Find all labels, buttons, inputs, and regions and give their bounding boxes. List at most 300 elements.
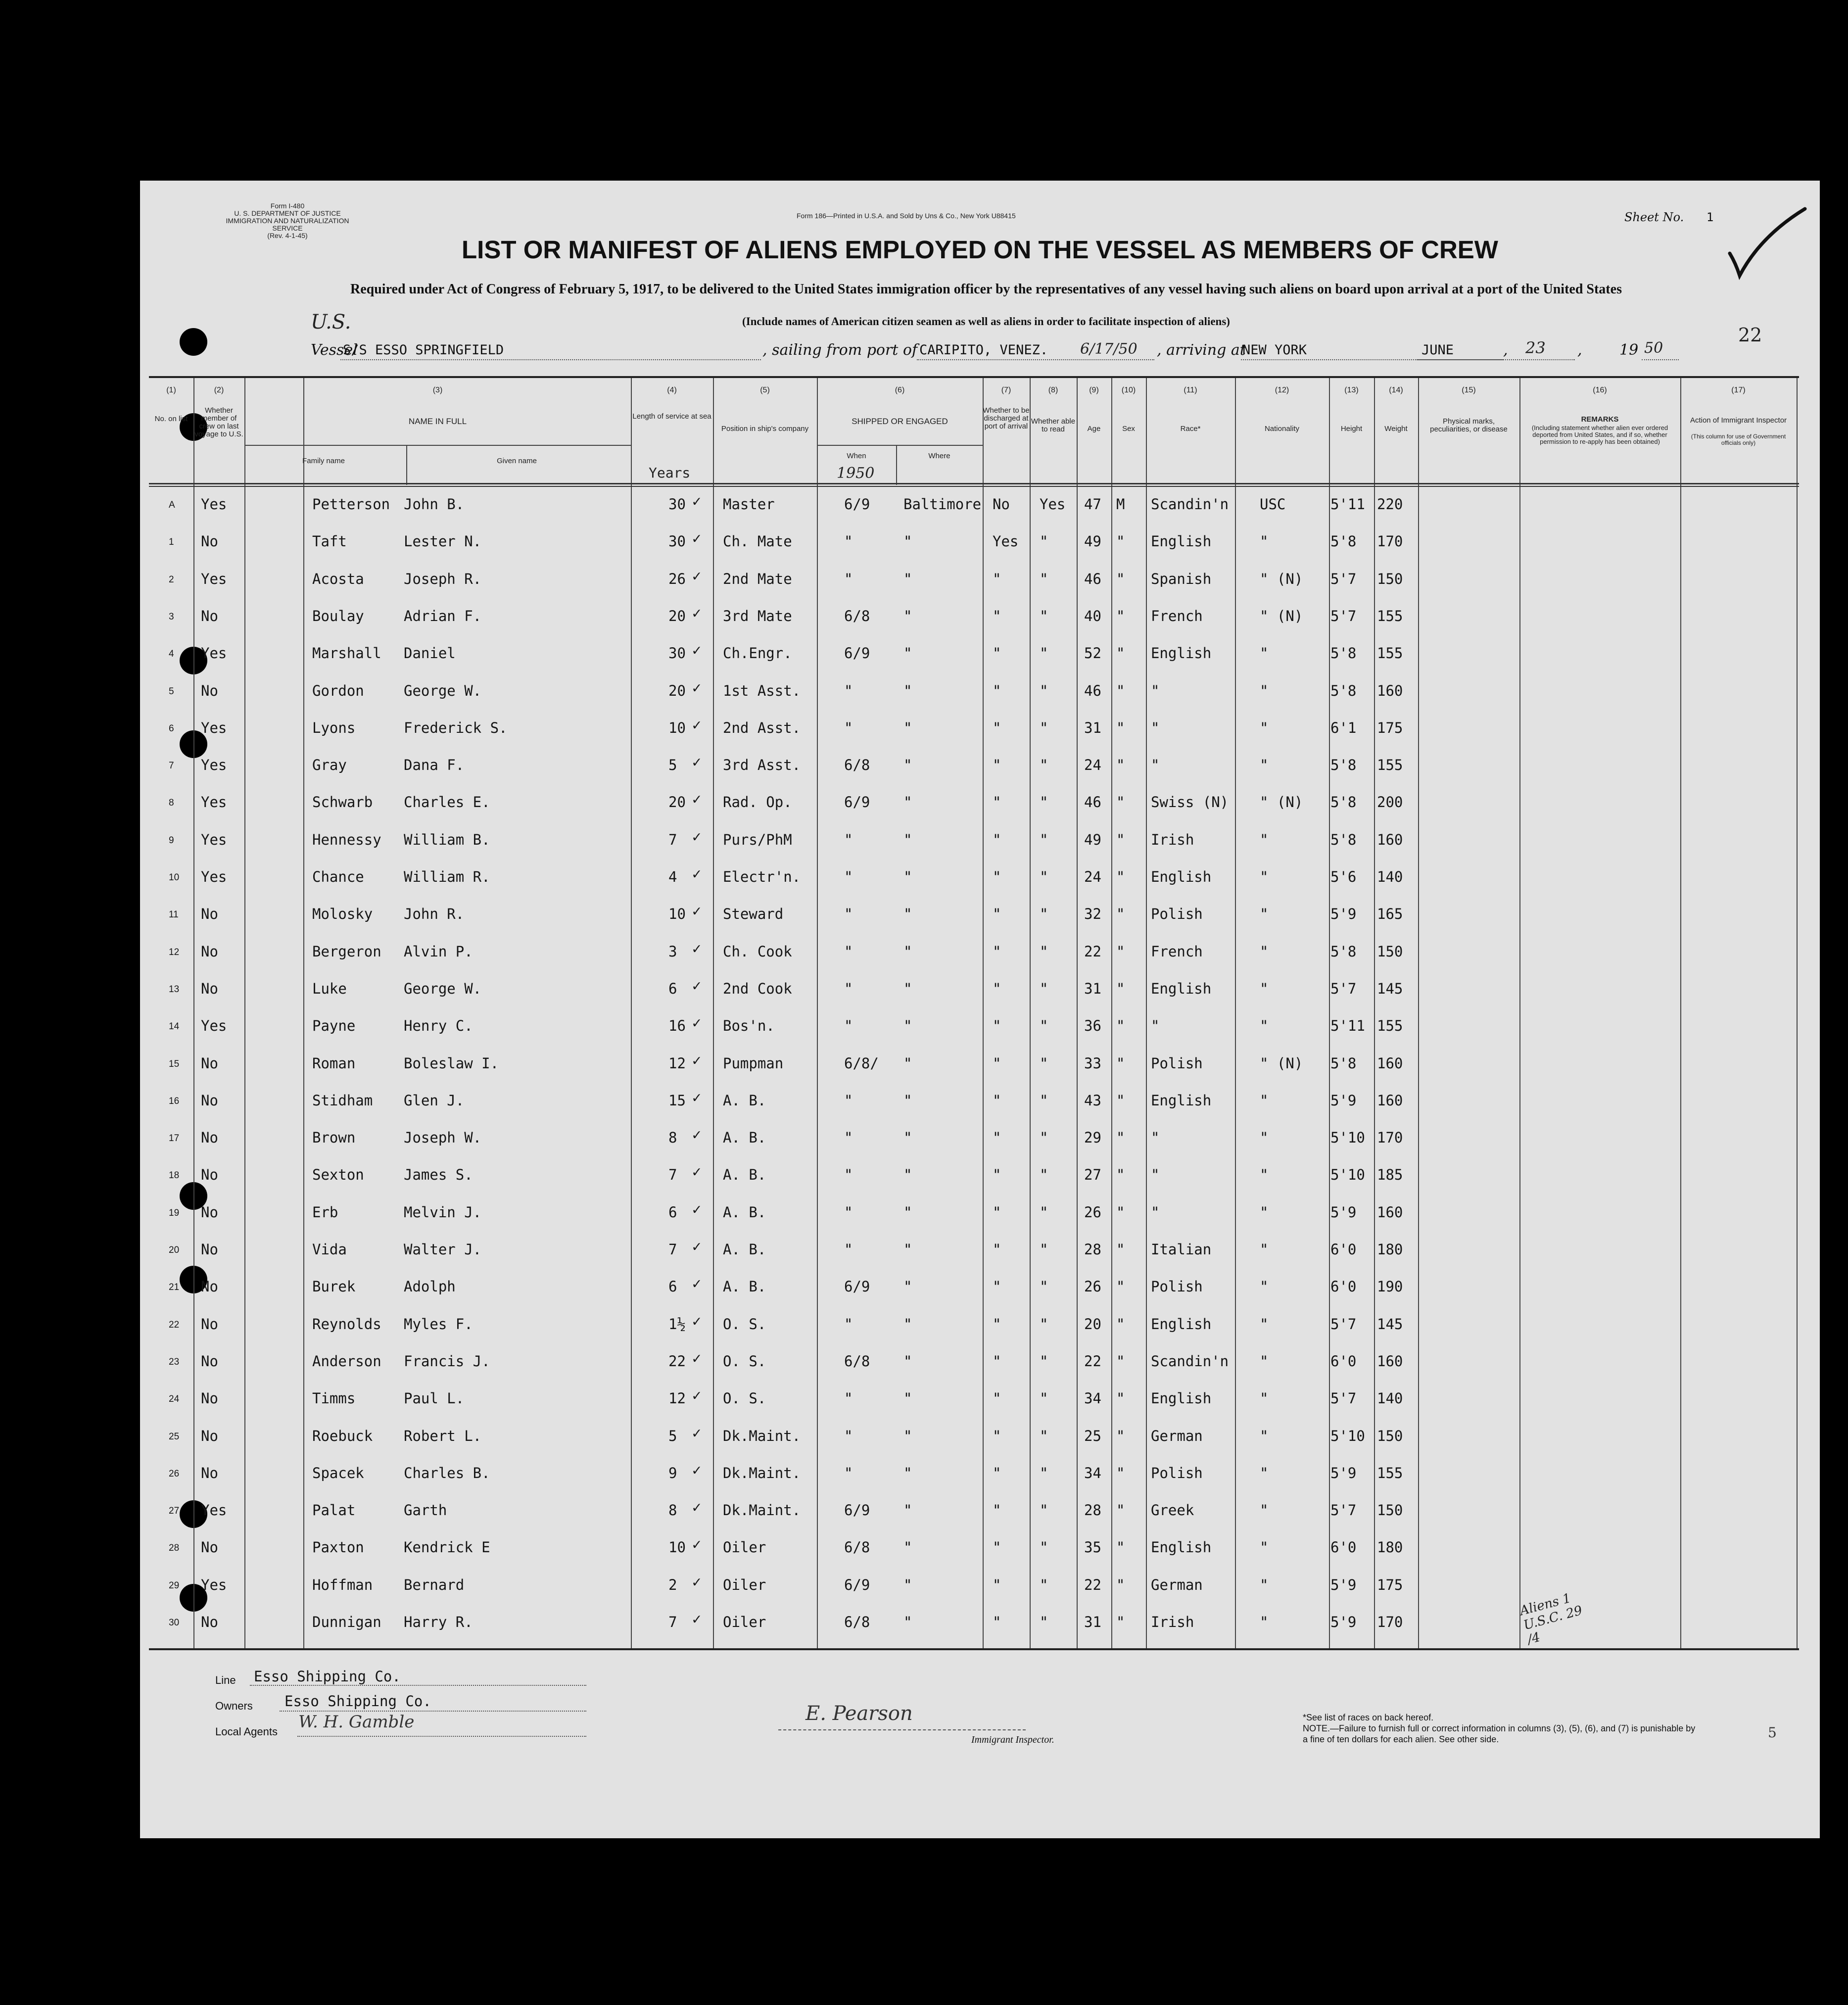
cell-age: 29 [1084,1129,1101,1146]
cell-position: Oiler [723,1576,766,1593]
cell-given: Myles F. [404,1315,473,1333]
cell-no: 15 [169,1058,180,1069]
cell-read: " [1040,719,1048,736]
cell-when: 6/8 [844,607,870,624]
table-row [149,1461,1799,1483]
col-header-3: (3) NAME IN FULL Family name Given name [302,386,537,465]
cell-no: 30 [169,1618,180,1628]
cell-years: 10 [668,906,686,923]
cell-family: Stidham [312,1092,373,1109]
cell-prev: No [201,943,218,960]
owners: Esso Shipping Co. [284,1693,431,1710]
check-mark-icon: ✓ [692,791,702,809]
cell-weight: 155 [1377,1464,1403,1481]
cell-read: " [1040,1241,1048,1258]
cell-weight: 200 [1377,794,1403,811]
cell-family: Luke [312,980,347,997]
cell-discharged: " [993,906,1001,923]
cell-race: English [1151,868,1212,885]
cell-sex: " [1116,1576,1125,1593]
cell-no: 6 [169,723,174,734]
cell-prev: Yes [201,719,227,736]
cell-sex: " [1116,1315,1125,1333]
cell-when: " [844,533,853,550]
cell-where: Baltimore [903,496,982,513]
cell-height: 6'0 [1330,1278,1357,1295]
cell-prev: Yes [201,570,227,587]
cell-race: French [1151,943,1203,960]
cell-discharged: " [993,719,1001,736]
cell-prev: No [201,1241,218,1258]
cell-when: 6/9 [844,1576,870,1593]
cell-when: " [844,1427,853,1444]
cell-age: 46 [1084,682,1101,699]
cell-discharged: " [993,1539,1001,1556]
cell-no: A [169,500,175,510]
cell-sex: " [1116,943,1125,960]
cell-where: " [903,1502,912,1519]
cell-race: Scandin'n [1151,1352,1229,1370]
cell-sex: " [1116,868,1125,885]
cell-discharged: " [993,1278,1001,1295]
check-mark-icon: ✓ [692,679,702,697]
cell-read: " [1040,1539,1048,1556]
cell-prev: No [201,1203,218,1221]
cell-discharged: " [993,980,1001,997]
cell-height: 5'8 [1330,645,1357,662]
cell-age: 35 [1084,1539,1101,1556]
cell-height: 5'7 [1330,1502,1357,1519]
cell-discharged: " [993,1203,1001,1221]
cell-sex: " [1116,1464,1125,1481]
arrival-port: NEW YORK [1242,342,1307,358]
cell-prev: No [201,980,218,997]
cell-sex: " [1116,719,1125,736]
cell-read: " [1040,1315,1048,1333]
cell-sex: " [1116,980,1125,997]
printer-line: Form 186—Printed in U.S.A. and Sold by Uns & Co., New York U88415 [797,212,1016,220]
table-row [149,1126,1799,1148]
cell-age: 24 [1084,757,1101,774]
cell-nat: " [1260,1427,1269,1444]
check-mark-icon: ✓ [692,865,702,883]
cell-when: " [844,570,853,587]
cell-years: 6 [668,1278,677,1295]
cell-given: Glen J. [404,1092,465,1109]
cell-where: " [903,1576,912,1593]
cell-years: 20 [668,607,686,624]
cell-discharged: " [993,1241,1001,1258]
cell-when: " [844,1464,853,1481]
cell-discharged: " [993,1502,1001,1519]
cell-read: " [1040,1092,1048,1109]
cell-discharged: " [993,868,1001,885]
cell-sex: M [1116,496,1125,513]
cell-where: " [903,1352,912,1370]
cell-position: Dk.Maint. [723,1502,801,1519]
cell-when: 6/8 [844,1352,870,1370]
cell-where: " [903,794,912,811]
table-row [149,493,1799,515]
cell-family: Gray [312,757,347,774]
page-number: 22 [1738,324,1762,346]
cell-given: Bernard [404,1576,465,1593]
cell-read: " [1040,1464,1048,1481]
cell-race: " [1151,1203,1160,1221]
cell-discharged: " [993,1614,1001,1630]
cell-when: " [844,1315,853,1333]
cell-discharged: " [993,645,1001,662]
cell-sex: " [1116,1427,1125,1444]
cell-no: 29 [169,1580,180,1591]
cell-weight: 170 [1377,1614,1403,1630]
cell-sex: " [1116,645,1125,662]
cell-when: " [844,906,853,923]
cell-nat: " [1260,831,1269,848]
check-mark-icon: ✓ [692,754,702,771]
cell-read: " [1040,831,1048,848]
col-header-13: (13) Height [1340,386,1363,433]
cell-years: 7 [668,1166,677,1184]
table-row [149,1014,1799,1036]
cell-read: " [1040,1166,1048,1184]
cell-weight: 145 [1377,980,1403,997]
cell-position: Ch.Engr. [723,645,792,662]
agent-signature: W. H. Gamble [298,1712,415,1732]
check-mark-icon: ✓ [692,1126,702,1144]
cell-weight: 190 [1377,1278,1403,1295]
cell-given: Adrian F. [404,607,482,624]
cell-age: 33 [1084,1054,1101,1072]
cell-family: Lyons [312,719,356,736]
cell-discharged: " [993,607,1001,624]
cell-when: " [844,943,853,960]
cell-sex: " [1116,794,1125,811]
cell-position: Master [723,496,775,513]
cell-family: Sexton [312,1166,364,1184]
cell-family: Roebuck [312,1427,373,1444]
table-row [149,1536,1799,1558]
cell-read: Yes [1040,496,1066,513]
cell-no: 21 [169,1282,180,1293]
table-row [149,679,1799,701]
cell-nat: " [1260,1203,1269,1221]
cell-nat: " [1260,757,1269,774]
cell-read: " [1040,906,1048,923]
cell-weight: 175 [1377,1576,1403,1593]
cell-no: 16 [169,1096,180,1106]
table-row [149,1424,1799,1446]
years-unit: Years [649,465,691,481]
cell-given: Boleslaw I. [404,1054,499,1072]
cell-age: 28 [1084,1502,1101,1519]
cell-age: 46 [1084,570,1101,587]
cell-when: " [844,682,853,699]
cell-sex: " [1116,1203,1125,1221]
cell-years: 30 [668,496,686,513]
manifest-sheet [140,181,1820,1838]
col-header-7: (7) Whether to be discharged at port of arrival [983,386,1030,430]
cell-race: Irish [1151,1614,1194,1630]
cell-weight: 220 [1377,496,1403,513]
table-row [149,1349,1799,1372]
table-row [149,828,1799,850]
cell-sex: " [1116,831,1125,848]
voyage-line: U.S. Vessel S/S ESSO SPRINGFIELD , sailing from port of CARIPITO, VENEZ. 6/17/50 , arriving at NEW YORK , JUNE 23 , 19 50 [140,341,1820,364]
cell-sex: " [1116,1539,1125,1556]
remarks-note: Aliens 1 U.S.C. 29 /4 [1518,1590,1584,1648]
cell-position: 2nd Cook [723,980,792,997]
cell-when: 6/8/ [844,1054,879,1072]
table-row [149,1200,1799,1223]
cell-race: French [1151,607,1203,624]
cell-weight: 160 [1377,1092,1403,1109]
cell-years: 12 [668,1054,686,1072]
check-mark-icon: ✓ [692,1200,702,1218]
cell-given: Joseph R. [404,570,482,587]
cell-read: " [1040,645,1048,662]
cell-years: 8 [668,1502,677,1519]
cell-where: " [903,607,912,624]
cell-discharged: " [993,1129,1001,1146]
cell-position: Electr'n. [723,868,801,885]
table-row [149,1275,1799,1297]
table-row [149,530,1799,552]
cell-no: 5 [169,686,174,697]
cell-family: Anderson [312,1352,381,1370]
cell-weight: 150 [1377,1502,1403,1519]
cell-position: Steward [723,906,784,923]
cell-race: " [1151,682,1160,699]
cell-discharged: No [993,496,1010,513]
cell-height: 5'8 [1330,943,1357,960]
cell-position: A. B. [723,1203,766,1221]
cell-age: 36 [1084,1017,1101,1035]
cell-height: 5'7 [1330,980,1357,997]
col-header-11: (11) Race* [1180,386,1201,433]
table-row [149,1163,1799,1185]
cell-age: 26 [1084,1203,1101,1221]
cell-race: English [1151,645,1212,662]
cell-nat: " (N) [1260,794,1303,811]
cell-discharged: " [993,794,1001,811]
cell-position: 3rd Asst. [723,757,801,774]
cell-sex: " [1116,1278,1125,1295]
cell-given: Francis J. [404,1352,490,1370]
cell-prev: No [201,1539,218,1556]
cell-given: Adolph [404,1278,456,1295]
check-mark-icon: ✓ [692,1611,702,1628]
col-header-16: (16) REMARKS (Including statement whether alien ever ordered deported from United States, and if so, whether permission to re-apply has been obtained) [1531,386,1668,445]
cell-where: " [903,1315,912,1333]
cell-when: " [844,1017,853,1035]
cell-weight: 155 [1377,1017,1403,1035]
cell-prev: Yes [201,868,227,885]
col-header-1: (1) No. on list [154,386,188,423]
cell-read: " [1040,1576,1048,1593]
cell-discharged: " [993,1315,1001,1333]
cell-when: 6/9 [844,645,870,662]
cell-height: 5'11 [1330,1017,1365,1035]
cell-years: 10 [668,1539,686,1556]
cell-age: 20 [1084,1315,1101,1333]
cell-sex: " [1116,1017,1125,1035]
table-row [149,1573,1799,1595]
departure-date: 6/17/50 [1080,340,1137,358]
col-header-5: (5) Position in ship's company [721,386,809,433]
cell-race: Irish [1151,831,1194,848]
cell-age: 31 [1084,719,1101,736]
cell-prev: Yes [201,757,227,774]
cell-prev: No [201,1390,218,1407]
cell-years: 5 [668,757,677,774]
cell-prev: No [201,1166,218,1184]
cell-nat: " [1260,1352,1269,1370]
cell-when: 6/8 [844,757,870,774]
cell-position: Ch. Mate [723,533,792,550]
cell-weight: 145 [1377,1315,1403,1333]
cell-age: 40 [1084,607,1101,624]
cell-no: 4 [169,649,174,660]
cell-race: Polish [1151,1054,1203,1072]
cell-race: German [1151,1427,1203,1444]
cell-sex: " [1116,757,1125,774]
cell-weight: 160 [1377,1203,1403,1221]
col-header-8: (8) Whether able to read [1031,386,1076,433]
cell-height: 5'7 [1330,607,1357,624]
cell-nat: " (N) [1260,570,1303,587]
cell-sex: " [1116,1092,1125,1109]
cell-prev: Yes [201,794,227,811]
cell-age: 28 [1084,1241,1101,1258]
cell-nat: " [1260,719,1269,736]
cell-height: 6'0 [1330,1539,1357,1556]
cell-position: A. B. [723,1241,766,1258]
cell-nat: " [1260,645,1269,662]
cell-family: Paxton [312,1539,364,1556]
cell-family: Palat [312,1502,356,1519]
col-header-14: (14) Weight [1384,386,1408,433]
check-mark-icon: ✓ [692,977,702,995]
cell-read: " [1040,1129,1048,1146]
cell-years: 22 [668,1352,686,1370]
cell-no: 12 [169,947,180,957]
table-row [149,791,1799,812]
cell-race: Scandin'n [1151,496,1229,513]
cell-position: Ch. Cook [723,943,792,960]
cell-where: " [903,533,912,550]
cell-sex: " [1116,570,1125,587]
cell-prev: No [201,682,218,699]
col-header-9: (9) Age [1087,386,1101,433]
col-header-4: (4) Length of service at sea [632,386,711,421]
check-mark-icon: ✓ [692,940,702,957]
cell-height: 6'0 [1330,1241,1357,1258]
cell-read: " [1040,1390,1048,1407]
cell-race: English [1151,1092,1212,1109]
cell-race: Greek [1151,1502,1194,1519]
cell-read: " [1040,943,1048,960]
cell-nat: " [1260,868,1269,885]
cell-nat: " [1260,980,1269,997]
cell-weight: 160 [1377,1054,1403,1072]
vessel-name: S/S ESSO SPRINGFIELD [343,342,504,358]
cell-years: 2 [668,1576,677,1593]
races-note: *See list of races on back hereof. [1303,1713,1434,1722]
cell-where: " [903,1539,912,1556]
cell-prev: No [201,1614,218,1630]
form-identifier: Form I-480 U. S. DEPARTMENT OF JUSTICE IMMIGRATION AND NATURALIZATION SERVICE (Rev. 4-1-45) [226,202,349,239]
cell-years: 30 [668,533,686,550]
cell-prev: Yes [201,1502,227,1519]
check-mark-icon: ✓ [692,1089,702,1106]
cell-prev: Yes [201,496,227,513]
cell-sex: " [1116,1054,1125,1072]
cell-position: 3rd Mate [723,607,792,624]
cell-given: Henry C. [404,1017,473,1035]
cell-where: " [903,1054,912,1072]
table-row [149,865,1799,887]
cell-age: 22 [1084,1576,1101,1593]
cell-years: 20 [668,794,686,811]
cell-read: " [1040,1502,1048,1519]
cell-weight: 175 [1377,719,1403,736]
cell-prev: No [201,1129,218,1146]
cell-where: " [903,943,912,960]
vessel-annotation: U.S. [311,311,351,334]
cell-no: 22 [169,1319,180,1330]
col-header-2: (2) Whether member of crew on last voyage to U.S. [194,386,243,438]
cell-weight: 155 [1377,757,1403,774]
cell-family: Taft [312,533,347,550]
cell-position: A. B. [723,1166,766,1184]
check-mark-icon: ✓ [692,1238,702,1255]
cell-height: 5'9 [1330,1464,1357,1481]
cell-years: 7 [668,1614,677,1630]
cell-where: " [903,1390,912,1407]
notes [1303,1712,1699,1745]
cell-sex: " [1116,533,1125,550]
table-row [149,642,1799,664]
cell-race: German [1151,1576,1203,1593]
cell-discharged: " [993,1092,1001,1109]
cell-years: 15 [668,1092,686,1109]
cell-read: " [1040,794,1048,811]
cell-nat: " [1260,682,1269,699]
cell-given: Joseph W. [404,1129,482,1146]
cell-no: 9 [169,835,174,846]
cell-family: Schwarb [312,794,373,811]
cell-weight: 160 [1377,831,1403,848]
cell-when: 6/9 [844,1278,870,1295]
agents-label: Local Agents [215,1725,278,1738]
check-mark-icon: ✓ [692,1387,702,1405]
cell-years: 7 [668,831,677,848]
cell-weight: 165 [1377,906,1403,923]
crew-table [149,376,1799,1650]
shipped-year: 1950 [837,465,875,482]
cell-nat: " [1260,1166,1269,1184]
table-row [149,1089,1799,1111]
cell-where: " [903,645,912,662]
cell-where: " [903,719,912,736]
cell-nat: " [1260,1502,1269,1519]
inspector-signature: E. Pearson [806,1702,913,1725]
cell-race: " [1151,1017,1160,1035]
cell-where: " [903,906,912,923]
cell-discharged: " [993,1352,1001,1370]
cell-height: 5'6 [1330,868,1357,885]
